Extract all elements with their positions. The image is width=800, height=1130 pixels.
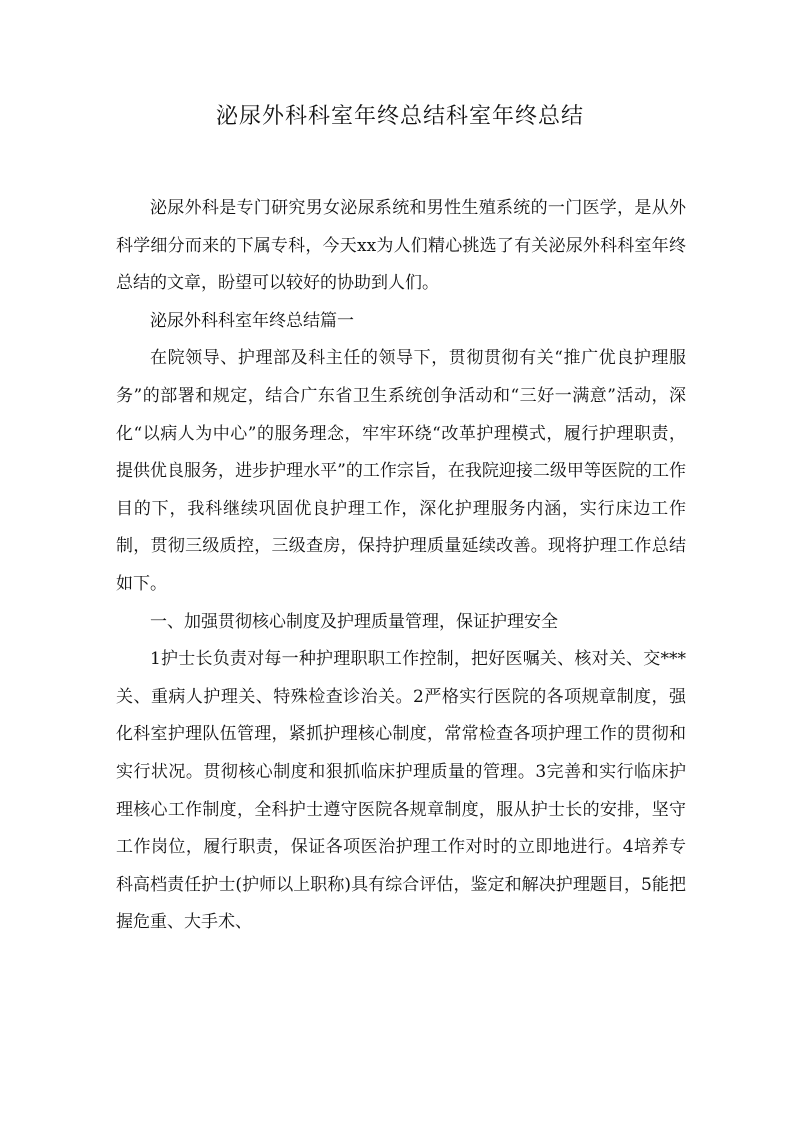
section-heading-part-one: 泌尿外科科室年终总结篇一 <box>150 310 354 331</box>
section-heading-core-system: 一、加强贯彻核心制度及护理质量管理，保证护理安全 <box>150 611 558 632</box>
paragraph-details: 1护士长负责对每一种护理职职工作控制，把好医嘱关、核对关、交***关、重病人护理关、特殊检查诊治关。2严格实行医院的各项规章制度，强化科室护理队伍管理，紧抓护理核心制度，常常检查各项护理工作的贯彻和实行状况。贯彻核心制度和狠抓临床护理质量的管理。3完善和实行临床护理核心工作制度，全科护士遵守医院各规章制度，服从护士长的安排，坚守工作岗位，履行职责，保证各项医治护理工作对时的立即地进行。4培养专科高档责任护士(护师以上职称)具有综合评估，鉴定和解决护理题目，5能把握危重、大手术、 <box>116 649 686 933</box>
document-body <box>116 190 686 942</box>
paragraph-overview: 在院领导、护理部及科主任的领导下，贯彻贯彻有关“推广优良护理服务”的部署和规定，结合广东省卫生系统创争活动和“三好一满意”活动，深化“以病人为中心”的服务理念，牢牢环绕“改革护理模式，履行护理职责，提供优良服务，进步护理水平”的工作宗旨，在我院迎接二级甲等医院的工作目的下，我科继续巩固优良护理工作，深化护理服务内涵，实行床边工作制，贯彻三级质控，三级查房，保持护理质量延续改善。现将护理工作总结如下。 <box>116 348 686 594</box>
document-title: 泌尿外科科室年终总结科室年终总结 <box>215 104 584 129</box>
paragraph-intro: 泌尿外科是专门研究男女泌尿系统和男性生殖系统的一门医学，是从外科学细分而来的下属专科，今天xx为人们精心挑选了有关泌尿外科科室年终总结的文章，盼望可以较好的协助到人们。 <box>116 198 686 294</box>
